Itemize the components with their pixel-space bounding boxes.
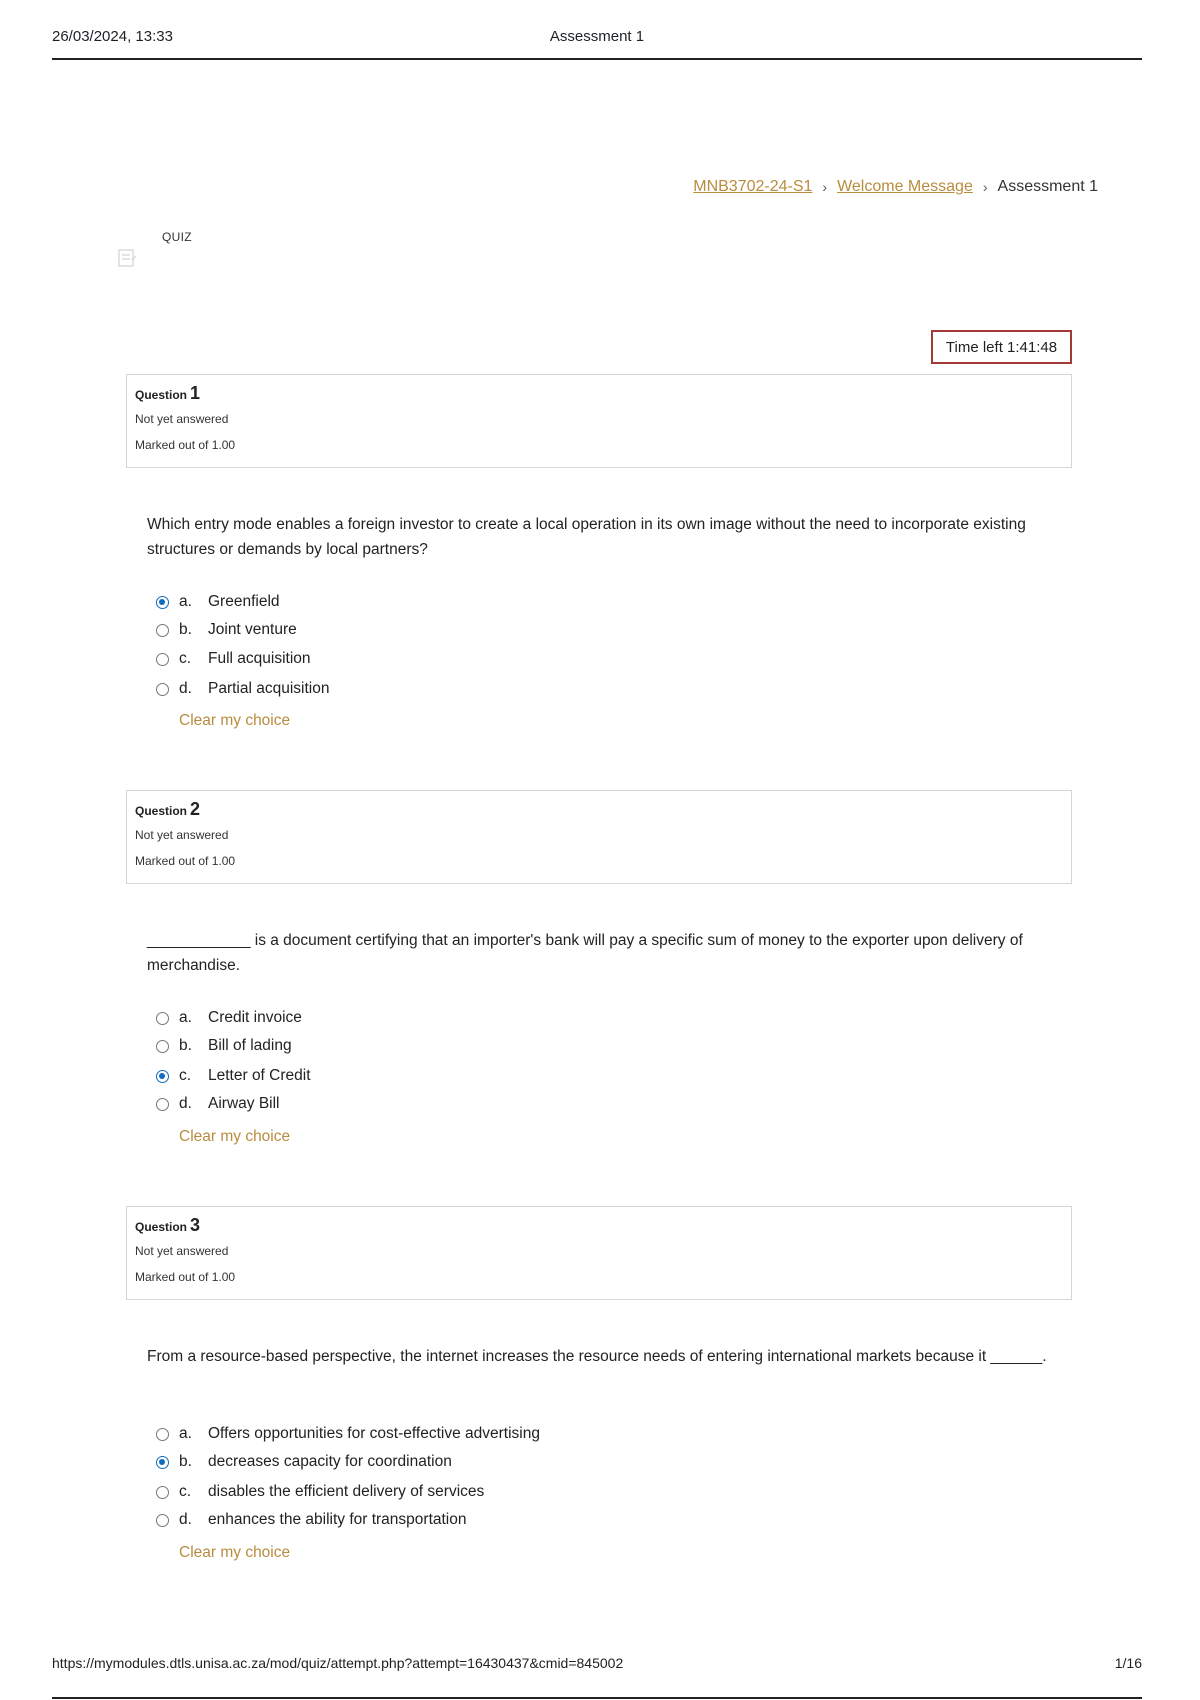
activity-label: QUIZ <box>162 230 192 244</box>
print-header <box>52 28 1142 60</box>
print-url: https://mymodules.dtls.unisa.ac.za/mod/quiz/attempt.php?attempt=16430437&cmid=845002 <box>52 1655 624 1671</box>
answer-option-3d[interactable]: d. enhances the ability for transportation <box>156 1506 467 1534</box>
question-text-1: Which entry mode enables a foreign investor to create a local operation in its own image without the need to incorporate existing structures or demands by local partners? <box>147 516 1026 558</box>
answer-option-1d[interactable]: d. Partial acquisition <box>156 675 329 703</box>
answer-option-3b[interactable]: b. decreases capacity for coordination <box>156 1448 452 1476</box>
clear-choice-link-2[interactable]: Clear my choice <box>179 1128 291 1145</box>
radio-icon[interactable] <box>156 624 169 637</box>
answer-option-2a[interactable]: a. Credit invoice <box>156 1004 302 1032</box>
question-text-2: ____________ is a document certifying that an importer's bank will pay a specific sum of money to the exporter upon delivery of merchandise. <box>147 932 1023 974</box>
clear-choice-link-3[interactable]: Clear my choice <box>179 1544 291 1561</box>
answer-option-1b[interactable]: b. Joint venture <box>156 616 297 644</box>
answer-option-1c[interactable]: c. Full acquisition <box>156 645 311 673</box>
answer-option-1a[interactable]: a. Greenfield <box>156 588 280 616</box>
question-number: Question 2 <box>135 799 201 819</box>
question-number: Question 1 <box>135 383 201 403</box>
radio-checked-icon[interactable] <box>156 596 169 609</box>
answer-option-2b[interactable]: b. Bill of lading <box>156 1032 292 1060</box>
question-info-1 <box>126 374 1072 468</box>
answer-option-2c[interactable]: c. Letter of Credit <box>156 1062 311 1090</box>
breadcrumb-section-link[interactable]: Welcome Message <box>837 178 973 195</box>
chevron-right-icon: › <box>982 179 988 195</box>
radio-icon[interactable] <box>156 1012 169 1025</box>
question-grade: Marked out of 1.00 <box>135 854 236 868</box>
clear-choice-link-1[interactable]: Clear my choice <box>179 712 291 729</box>
print-datetime: 26/03/2024, 13:33 <box>52 28 173 45</box>
print-title: Assessment 1 <box>549 28 645 45</box>
page-number: 1/16 <box>1114 1655 1142 1671</box>
breadcrumb <box>693 178 1098 196</box>
question-grade: Marked out of 1.00 <box>135 1270 236 1284</box>
radio-checked-icon[interactable] <box>156 1070 169 1083</box>
chevron-right-icon: › <box>822 179 828 195</box>
answer-option-3a[interactable]: a. Offers opportunities for cost-effective advertising <box>156 1420 540 1448</box>
radio-icon[interactable] <box>156 1486 169 1499</box>
breadcrumb-current: Assessment 1 <box>997 178 1098 195</box>
question-number: Question 3 <box>135 1215 201 1235</box>
radio-icon[interactable] <box>156 1098 169 1111</box>
breadcrumb-course-link[interactable]: MNB3702-24-S1 <box>693 178 813 195</box>
question-text-3: From a resource-based perspective, the internet increases the resource needs of entering international markets because it ______. <box>147 1348 1047 1365</box>
time-left-indicator: Time left 1:41:48 <box>931 330 1072 364</box>
radio-icon[interactable] <box>156 1514 169 1527</box>
radio-icon[interactable] <box>156 1040 169 1053</box>
print-footer <box>52 1655 1142 1699</box>
radio-icon[interactable] <box>156 1428 169 1441</box>
quiz-icon <box>118 248 138 268</box>
radio-icon[interactable] <box>156 653 169 666</box>
question-state: Not yet answered <box>135 828 229 842</box>
answer-option-3c[interactable]: c. disables the efficient delivery of services <box>156 1478 484 1506</box>
question-grade: Marked out of 1.00 <box>135 438 236 452</box>
radio-icon[interactable] <box>156 683 169 696</box>
question-info-3 <box>126 1206 1072 1300</box>
answer-option-2d[interactable]: d. Airway Bill <box>156 1090 279 1118</box>
question-info-2 <box>126 790 1072 884</box>
question-state: Not yet answered <box>135 412 229 426</box>
question-state: Not yet answered <box>135 1244 229 1258</box>
radio-checked-icon[interactable] <box>156 1456 169 1469</box>
